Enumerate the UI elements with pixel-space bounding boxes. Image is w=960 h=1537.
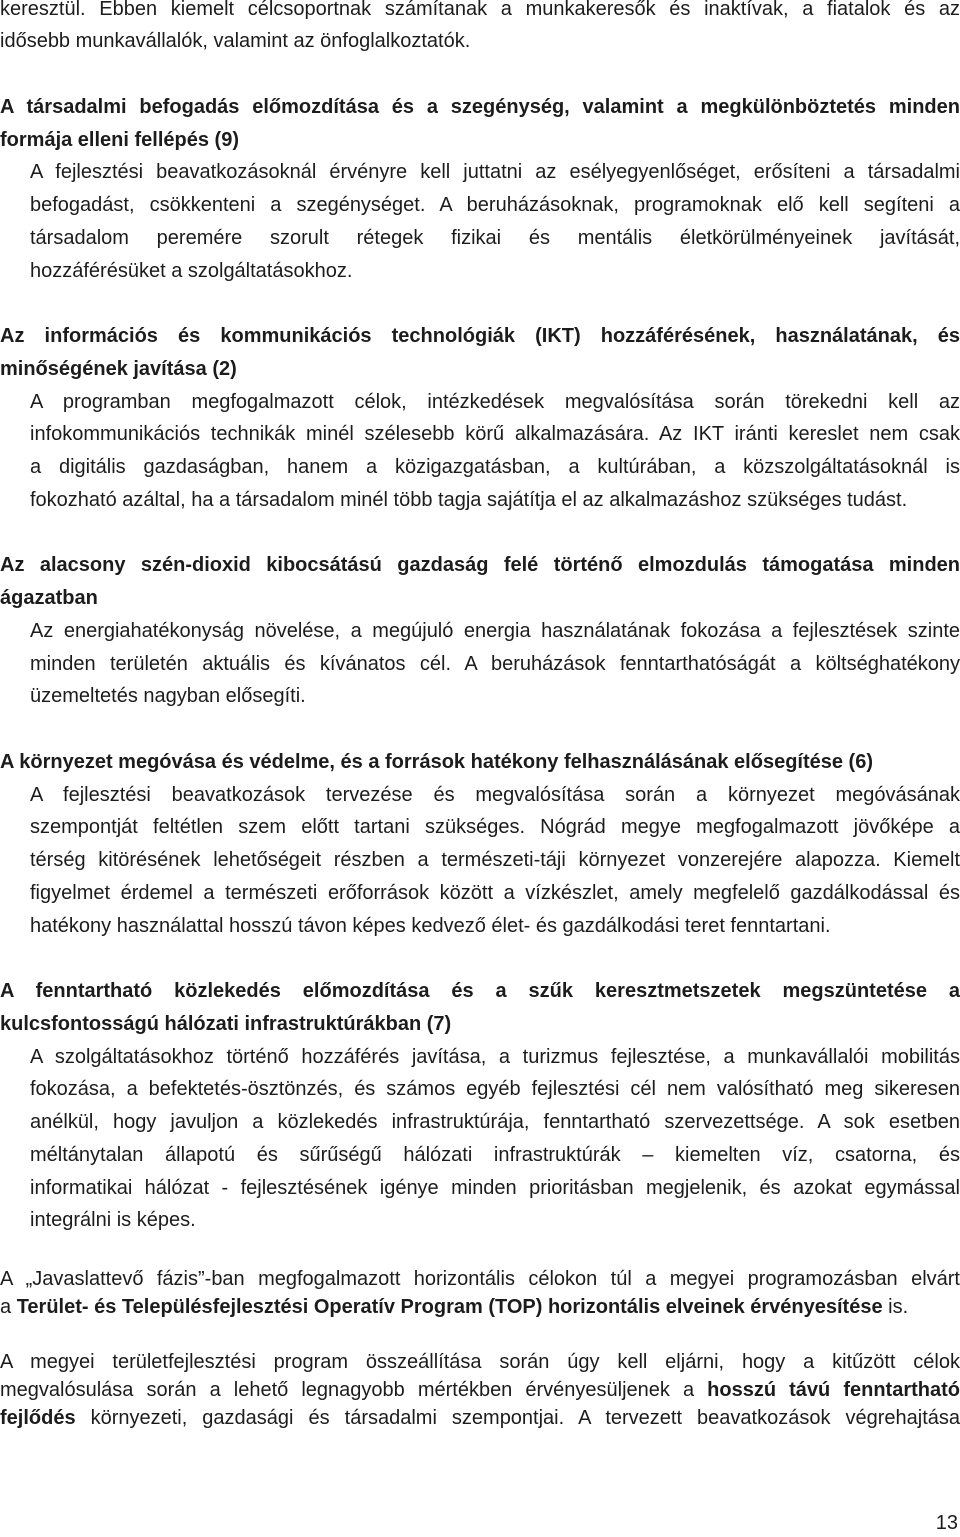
text-line: üzemeltetés nagyban elősegíti. — [30, 685, 306, 708]
intro-paragraph — [0, 0, 960, 58]
text-line: térség kitörésének lehetőségeit részben a természeti-táji környezet vonzerejére alapozza. Kiemelt — [30, 849, 960, 872]
text-run: megvalósulása során a lehető legnagyobb mértékben érvényesüljenek a — [0, 1379, 708, 1402]
text-line: Az energiahatékonyság növelése, a megújuló energia használatának fokozása a fejlesztések szinte — [30, 619, 960, 642]
text-line — [0, 1293, 960, 1321]
sections — [0, 91, 960, 1237]
text-line: A fejlesztési beavatkozásoknál érvényre kell juttatni az esélyegyenlőséget, erősíteni a társadalmi — [30, 161, 960, 184]
text-run: környezeti, gazdasági és társadalmi szempontjai. A tervezett beavatkozások végrehajtása — [75, 1407, 960, 1430]
text-line: A fenntartható közlekedés előmozdítása és a szűk keresztmetszetek megszüntetése a — [0, 980, 960, 1003]
bold-text-run: Terület- és Településfejlesztési Operatív Program (TOP) horizontális elveinek érvényesítése — [16, 1296, 883, 1319]
section-heading — [0, 320, 960, 386]
text-line: A szolgáltatásokhoz történő hozzáférés javítása, a turizmus fejlesztése, a munkavállalói mobilitás — [30, 1045, 960, 1068]
closing-paragraphs — [0, 1265, 960, 1432]
text-line: anélkül, hogy javuljon a közlekedés infrastruktúrája, fenntartható szervezettsége. A sok esetben — [30, 1111, 960, 1134]
text-run: a — [0, 1296, 17, 1319]
section — [0, 746, 960, 943]
text-line: integrálni is képes. — [30, 1209, 196, 1232]
text-line: fokozása, a befektetés-ösztönzés, és számos egyéb fejlesztési cél nem valósítható meg sikeresen — [30, 1078, 960, 1101]
text-line: szempontját feltétlen szem előtt tartani szükséges. Nógrád megye megfogalmazott jövőképe a — [30, 816, 960, 839]
text-line: a digitális gazdaságban, hanem a közigazgatásban, a kultúrában, a közszolgáltatásoknál is — [30, 456, 960, 479]
text-line: informatikai hálózat - fejlesztésének igénye minden prioritásban megjelenik, és azokat egymással — [30, 1176, 960, 1199]
text-line: idősebb munkavállalók, valamint az önfoglalkoztatók. — [0, 30, 471, 53]
section — [0, 549, 960, 713]
text-line: Az alacsony szén-dioxid kibocsátású gazdaság felé történő elmozdulás támogatása minden — [0, 554, 960, 577]
section-heading — [0, 746, 960, 779]
text-line: hozzáférésüket a szolgáltatásokhoz. — [30, 259, 353, 282]
section — [0, 320, 960, 517]
text-line: formája elleni fellépés (9) — [0, 128, 239, 151]
text-line: Az információs és kommunikációs technológiák (IKT) hozzáférésének, használatának, és — [0, 325, 960, 348]
section-heading — [0, 549, 960, 615]
text-line: A társadalmi befogadás előmozdítása és a szegénység, valamint a megkülönböztetés minden — [0, 95, 960, 118]
section-body — [0, 779, 960, 943]
bold-text-run: fejlődés — [0, 1407, 76, 1430]
text-line: A környezet megóvása és védelme, és a források hatékony felhasználásának elősegítése (6) — [0, 750, 873, 773]
section-body — [0, 386, 960, 517]
text-line: minőségének javítása (2) — [0, 357, 237, 380]
text-line: kulcsfontosságú hálózati infrastruktúrákban (7) — [0, 1012, 452, 1035]
section-heading — [0, 975, 960, 1041]
section-body — [0, 1041, 960, 1238]
section-heading — [0, 91, 960, 157]
page-number: 13 — [935, 1512, 958, 1534]
bold-text-run: hosszú távú fenntartható — [707, 1379, 960, 1402]
paragraph — [0, 1265, 960, 1321]
text-line: hatékony használattal hosszú távon képes kedvező élet- és gazdálkodási teret fenntartani. — [30, 914, 831, 937]
text-line: A programban megfogalmazott célok, intézkedések megvalósítása során törekedni kell az — [30, 390, 960, 413]
text-line: A fejlesztési beavatkozások tervezése és megvalósítása során a környezet megóvásának — [30, 783, 960, 806]
text-line: fokozható azáltal, ha a társadalom minél több tagja sajátítja el az alkalmazáshoz szükséges tudást. — [30, 488, 908, 511]
text-line: minden területén aktuális és kívánatos cél. A beruházások fenntarthatóságát a költséghatékony — [30, 652, 960, 675]
text-line: ágazatban — [0, 587, 98, 610]
text-line: méltánytalan állapotú és sűrűségű hálózati infrastruktúrák – kiemelten víz, csatorna, és — [30, 1143, 960, 1166]
text-line: A „Javaslattevő fázis”-ban megfogalmazott horizontális célokon túl a megyei programozásban elvárt — [0, 1268, 960, 1291]
text-line: társadalom peremére szorult rétegek fizikai és mentális életkörülményeinek javítását, — [30, 226, 960, 249]
section — [0, 975, 960, 1237]
section-body — [0, 615, 960, 713]
section — [0, 91, 960, 288]
text-run: is. — [882, 1296, 909, 1319]
text-line — [0, 1404, 960, 1432]
text-line — [0, 1376, 960, 1404]
section-body — [0, 156, 960, 287]
paragraph — [0, 1348, 960, 1432]
text-line: figyelmet érdemel a természeti erőforrások között a vízkészlet, amely megfelelő gazdálkodással és — [30, 881, 960, 904]
text-line: infokommunikációs technikák minél szélesebb körű alkalmazására. Az IKT iránti kereslet nem csak — [30, 423, 960, 446]
text-line: befogadást, csökkenteni a szegénységet. A beruházásoknak, programoknak elő kell segíteni a — [30, 194, 960, 217]
text-line: keresztül. Ebben kiemelt célcsoportnak számítanak a munkakeresők és inaktívak, a fiatalok és az — [0, 0, 960, 20]
text-line: A megyei területfejlesztési program összeállítása során úgy kell eljárni, hogy a kitűzött célok — [0, 1351, 960, 1374]
